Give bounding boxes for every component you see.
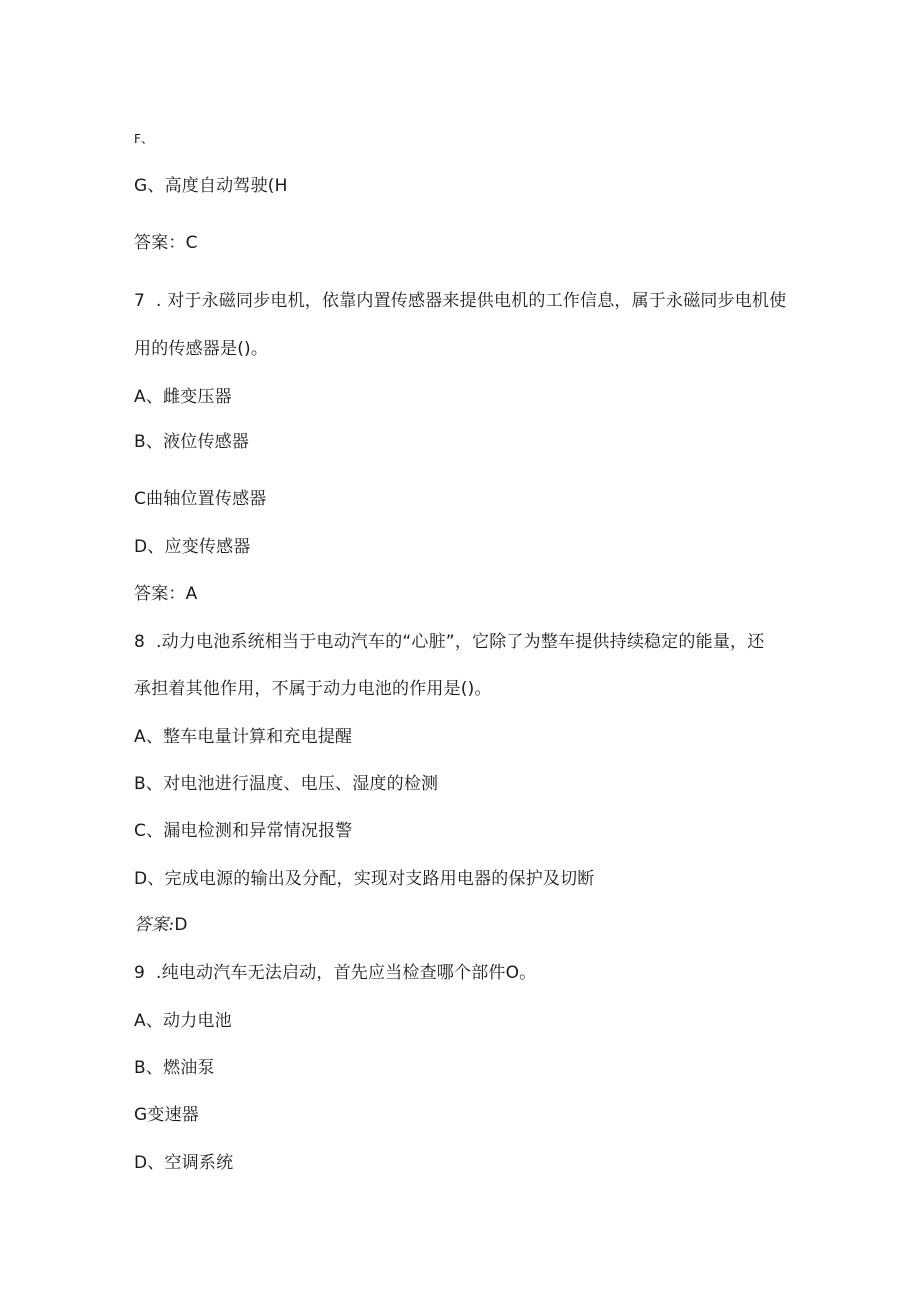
question-7-option-d: D、应变传感器 xyxy=(134,537,251,557)
question-9-stem xyxy=(134,962,536,984)
question-7-option-c: C曲轴位置传感器 xyxy=(134,489,267,509)
answer-q8-label: 答案: xyxy=(134,915,175,935)
question-9-number: 9 xyxy=(134,963,146,983)
answer-q8 xyxy=(134,914,188,936)
question-8-option-d: D、完成电源的输出及分配，实现对支路用电器的保护及切断 xyxy=(134,869,595,889)
question-9-option-b: B、燃油泵 xyxy=(134,1058,215,1078)
question-8-option-a: A、整车电量计算和充电提醒 xyxy=(134,727,353,747)
answer-q7: 答案：A xyxy=(134,584,198,604)
question-8-stem-line1 xyxy=(134,631,764,653)
question-9-text: .纯电动汽车无法启动，首先应当检查哪个部件O。 xyxy=(156,963,537,983)
question-7-stem-line1 xyxy=(134,290,786,312)
question-7-option-b: B、液位传感器 xyxy=(134,432,250,452)
question-8-stem-line2: 承担着其他作用，不属于动力电池的作用是()。 xyxy=(134,679,492,699)
question-7-option-a: A、雌变压器 xyxy=(134,387,232,407)
question-7-number: 7 xyxy=(134,291,146,311)
option-g-fragment: G、高度自动驾驶(H xyxy=(134,176,288,196)
option-f-fragment: F、 xyxy=(134,132,154,146)
question-9-option-a: A、动力电池 xyxy=(134,1011,232,1031)
answer-q6: 答案：C xyxy=(134,233,198,253)
question-8-option-b: B、对电池进行温度、电压、湿度的检测 xyxy=(134,774,439,794)
question-8-option-c: C、漏电检测和异常情况报警 xyxy=(134,821,353,841)
answer-q8-value: D xyxy=(174,915,188,935)
question-8-text: .动力电池系统相当于电动汽车的“心脏”，它除了为整车提供持续稳定的能量，还 xyxy=(156,632,765,652)
question-8-number: 8 xyxy=(134,632,146,652)
question-7-stem-line2: 用的传感器是()。 xyxy=(134,339,269,359)
question-9-option-c: G变速器 xyxy=(134,1105,199,1125)
question-7-text: . 对于永磁同步电机，依靠内置传感器来提供电机的工作信息，属于永磁同步电机使 xyxy=(156,291,787,311)
question-9-option-d: D、空调系统 xyxy=(134,1153,234,1173)
